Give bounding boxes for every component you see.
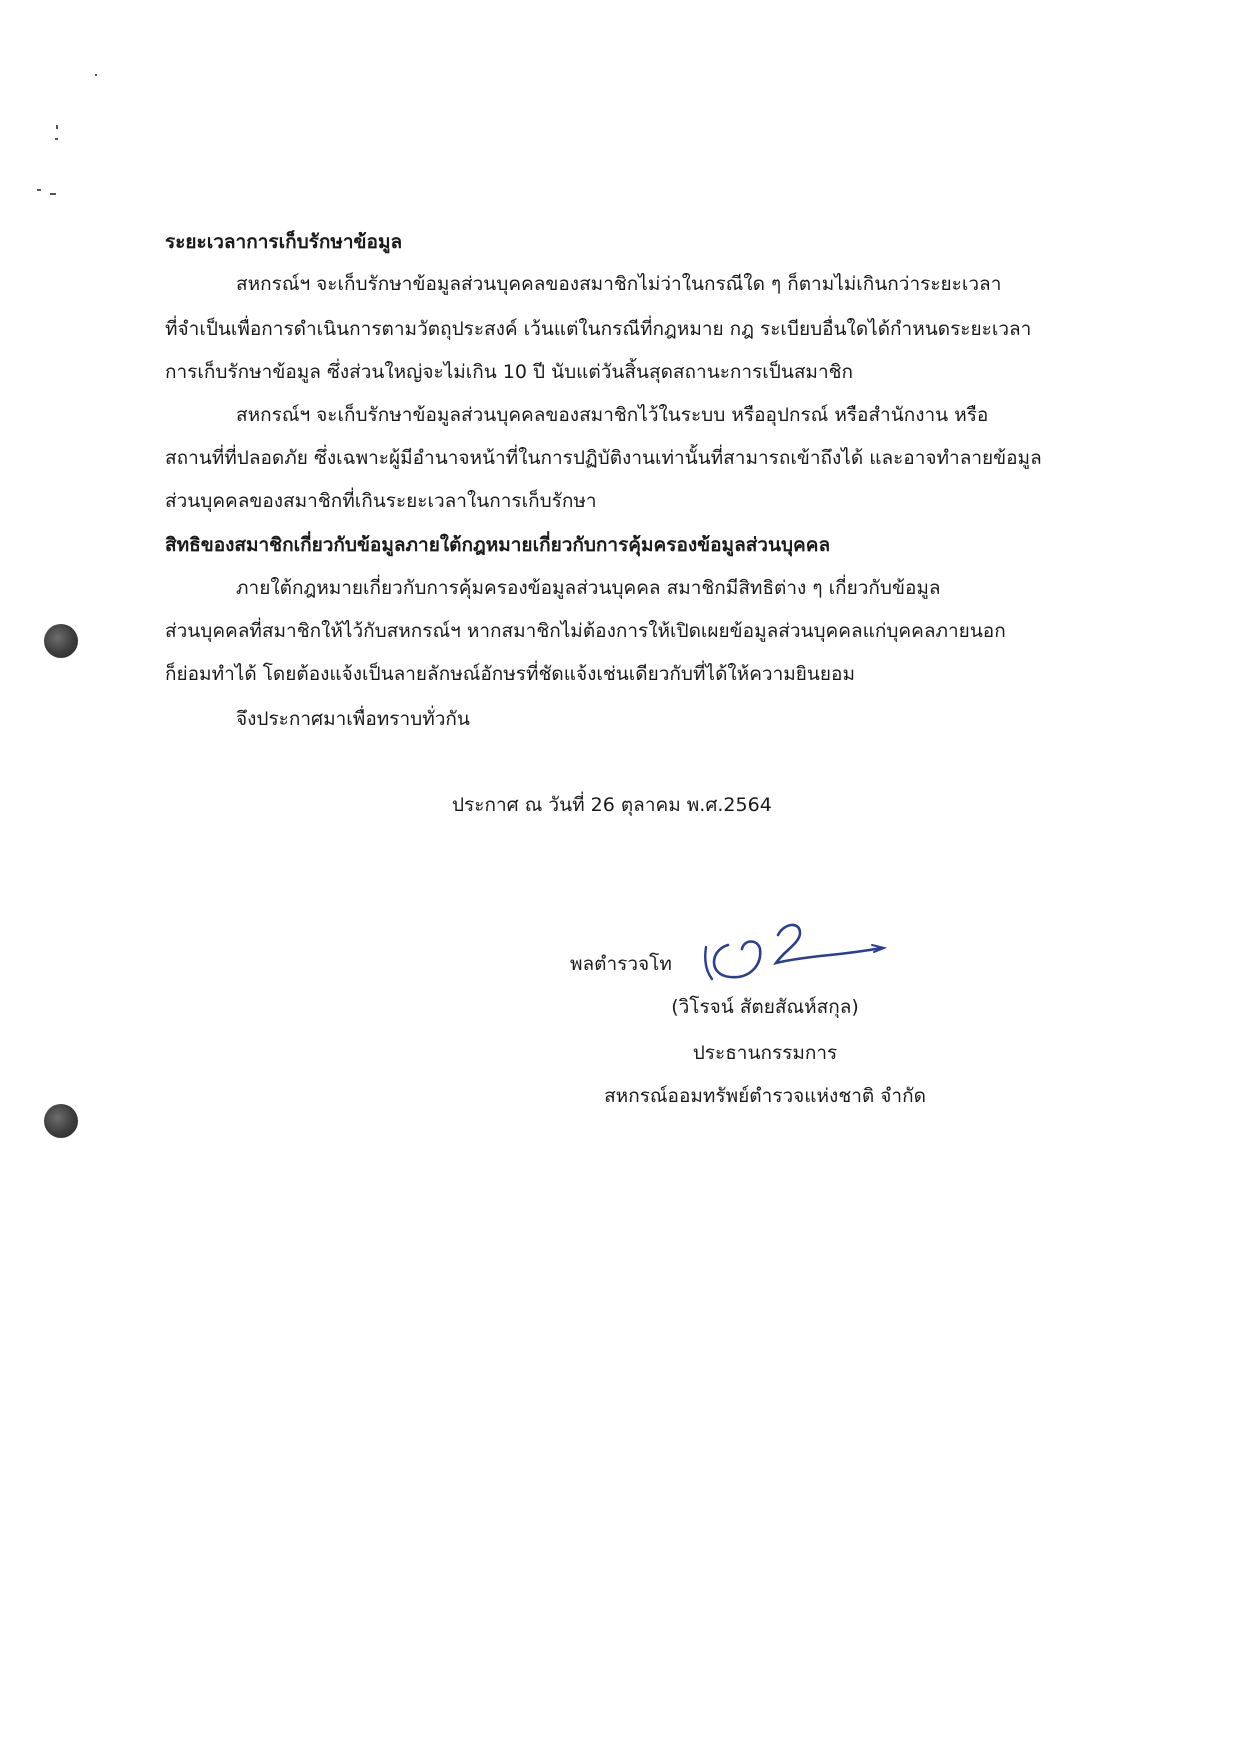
signer-name: (วิโรจน์ สัตยสัณห์สกุล) xyxy=(671,996,859,1018)
retention-p1-line1: สหกรณ์ฯ จะเก็บรักษาข้อมูลส่วนบุคคลของสมาชิกไม่ว่าในกรณีใด ๆ ก็ตามไม่เกินกว่าระยะเวลา xyxy=(236,273,1002,295)
closing-line: จึงประกาศมาเพื่อทราบทั่วกัน xyxy=(236,708,470,730)
heading-retention: ระยะเวลาการเก็บรักษาข้อมูล xyxy=(165,231,403,253)
signer-position: ประธานกรรมการ xyxy=(692,1042,838,1064)
retention-p2-line1: สหกรณ์ฯ จะเก็บรักษาข้อมูลส่วนบุคคลของสมาชิกไว้ในระบบ หรืออุปกรณ์ หรือสำนักงาน หรือ xyxy=(236,404,989,426)
retention-p2-line3: ส่วนบุคคลของสมาชิกที่เกินระยะเวลาในการเก็บรักษา xyxy=(165,490,597,512)
scan-speck xyxy=(37,189,41,191)
heading-rights: สิทธิของสมาชิกเกี่ยวกับข้อมูลภายใต้กฎหมายเกี่ยวกับการคุ้มครองข้อมูลส่วนบุคคล xyxy=(165,534,831,556)
rights-p1-line2: ส่วนบุคคลที่สมาชิกให้ไว้กับสหกรณ์ฯ หากสมาชิกไม่ต้องการให้เปิดเผยข้อมูลส่วนบุคคลแก่บุคคลภายนอก xyxy=(165,620,1006,642)
retention-p1-line3: การเก็บรักษาข้อมูล ซึ่งส่วนใหญ่จะไม่เกิน 10 ปี นับแต่วันสิ้นสุดสถานะการเป็นสมาชิก xyxy=(165,361,854,383)
handwritten-signature xyxy=(700,905,900,985)
scan-speck xyxy=(50,193,56,195)
scan-speck xyxy=(56,125,58,129)
rights-p1-line3: ก็ย่อมทำได้ โดยต้องแจ้งเป็นลายลักษณ์อักษรที่ชัดแจ้งเช่นเดียวกับที่ได้ให้ความยินยอม xyxy=(165,663,855,685)
rights-p1-line1: ภายใต้กฎหมายเกี่ยวกับการคุ้มครองข้อมูลส่วนบุคคล สมาชิกมีสิทธิต่าง ๆ เกี่ยวกับข้อมูล xyxy=(236,577,941,599)
scan-speck xyxy=(55,138,58,140)
scan-speck xyxy=(95,74,97,76)
punch-hole-lower xyxy=(44,1104,78,1138)
announce-date: ประกาศ ณ วันที่ 26 ตุลาคม พ.ศ.2564 xyxy=(452,794,772,816)
retention-p1-line2: ที่จำเป็นเพื่อการดำเนินการตามวัตถุประสงค์ เว้นแต่ในกรณีที่กฎหมาย กฎ ระเบียบอื่นใดได้กำหนดระยะเวลา xyxy=(165,318,1032,340)
retention-p2-line2: สถานที่ที่ปลอดภัย ซึ่งเฉพาะผู้มีอำนาจหน้าที่ในการปฏิบัติงานเท่านั้นที่สามารถเข้าถึงได้ และอาจทำลายข้อมูล xyxy=(165,447,1042,469)
signer-rank: พลตำรวจโท xyxy=(570,953,672,975)
punch-hole-upper xyxy=(44,624,78,658)
signer-organization: สหกรณ์ออมทรัพย์ตำรวจแห่งชาติ จำกัด xyxy=(604,1085,926,1107)
